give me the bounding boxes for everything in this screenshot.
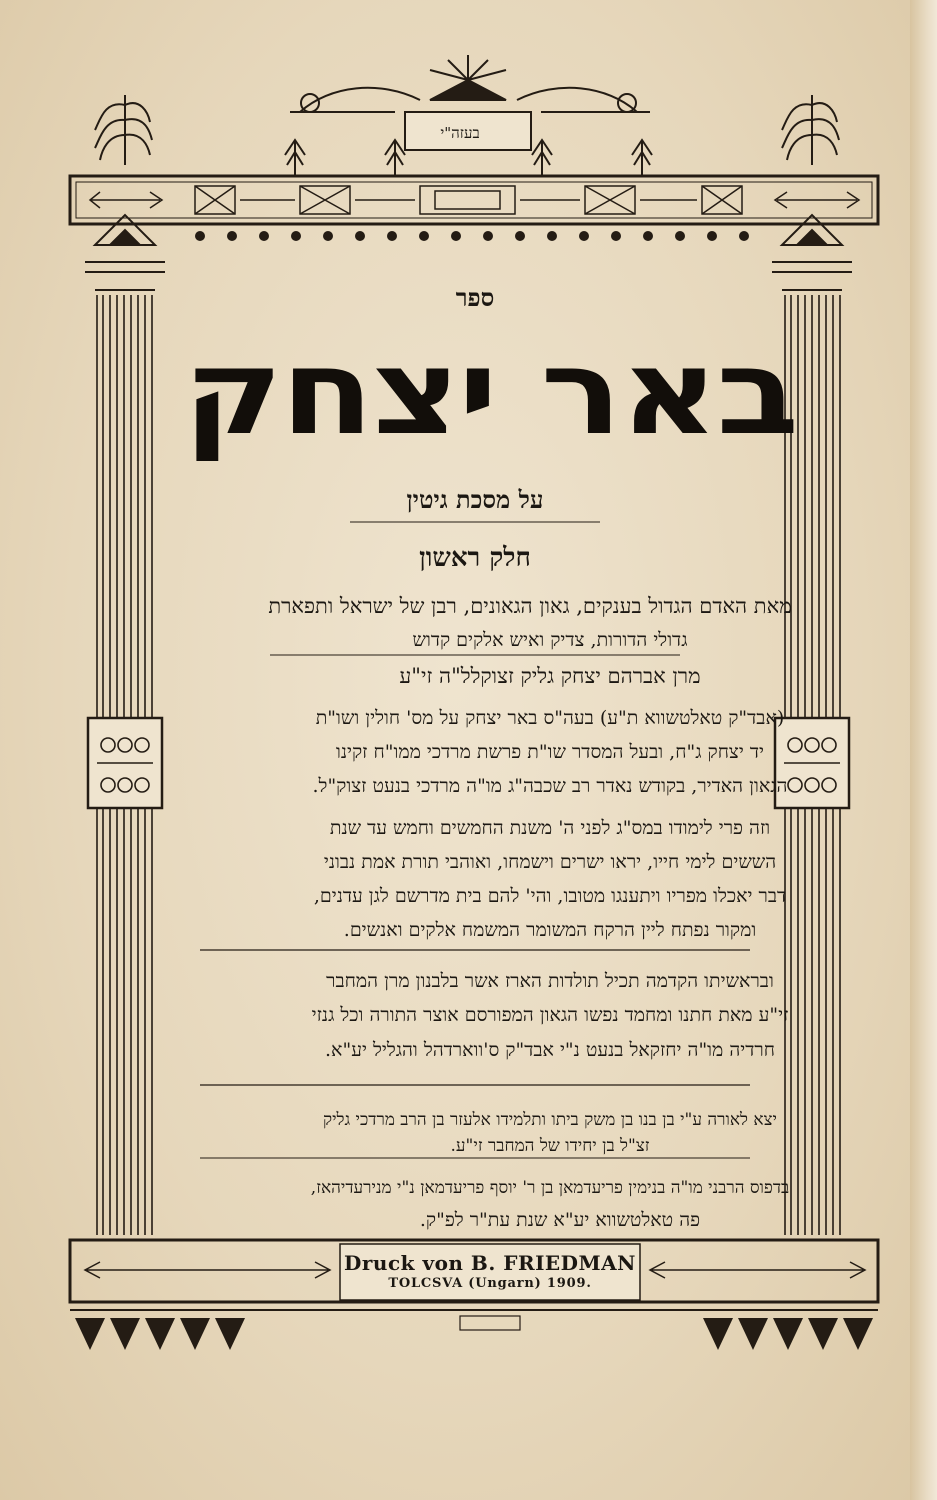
printer-name: Druck von B. FRIEDMAN <box>344 1251 636 1275</box>
bottom-triangles <box>75 1318 873 1350</box>
top-blessing: בעזה"י <box>440 124 480 142</box>
text-line: יד יצחק ג"ח, ובעל המסדר שו"ת פרשת מרדכי ממו"ח זקינו <box>335 741 765 763</box>
text-line: זי"ע מאת חתנו ומחמד נפשו הגאון המפורסם אוצר התורה וכל גנזי <box>311 1004 789 1026</box>
text-line: ובראשיתו הקדמה תכיל תולדות הארז אשר בלבנון מרן המחבר <box>326 970 774 992</box>
printer-place: TOLCSVA (Ungarn) 1909. <box>388 1276 592 1291</box>
text-line: ומקור נפתח ליין הרקח המשומר המשמח אלקים ואנשים. <box>343 919 757 941</box>
part-label: חלק ראשון <box>419 543 531 573</box>
text-line: (אבד"ק טאלטשווא ת"ע) בעה"ס באר יצחק על מס' חולין ושו"ת <box>315 707 785 729</box>
left-laurel-ornament <box>95 95 152 165</box>
author-name: מרן אברהם יצחק גליק זצוקלל"ה זי"ע <box>399 664 701 688</box>
text-line: גדולי הדורות, צדיק ואיש אלקים קדוש <box>412 629 688 651</box>
right-laurel-ornament <box>782 95 839 165</box>
text-line: הששים לימי חייו, יראו ישרים וישמחו, ואוהבי תורת אמת נבוני <box>323 851 777 873</box>
left-capital-ornament <box>85 215 165 290</box>
text-line: הגאון האדיר, בקודש נאדר רב שכבה"ג מו"ה מרדכי בנעט זצוק"ל. <box>312 775 788 797</box>
book-title: באר יצחק <box>183 323 797 461</box>
text-line: חרדיה מו"ה יחזקאל בנעט נ"י אבד"ק ס'ווארדהל והגליל יע"א. <box>325 1039 775 1061</box>
subtitle: על מסכת גיטין <box>406 485 544 514</box>
text-line: מאת האדם הגדול בענקים, גאון הגאונים, רבן של ישראל ותפארת <box>268 594 792 618</box>
text-line: זצ"ל בן יחידו של המחבר זי"ע. <box>450 1136 650 1156</box>
text-line: וזה פרי לימודו במס"ג לפני ה' משנת החמשים וחמש עד שנת <box>329 817 771 839</box>
leaf-row <box>195 231 749 241</box>
text-line: יצא לאורה ע"י בן בנו בן משק ביתו ותלמידו אלעזר בן הרב מרדכי גליק <box>323 1110 777 1130</box>
top-band <box>70 176 878 224</box>
text-line: בדפוס הרבני מו"ה בנימין פריעדמאן בן ר' יוסף פריעדמאן נ"י מנירעדיהאז, <box>310 1178 790 1198</box>
text-line: דבר יאכלו מפריו ויתענגו מטובו, והי' להם בית מדרשם לגן עדנים, <box>313 885 787 907</box>
sefer-label: ספר <box>455 283 495 312</box>
text-line: פה טאלטשווא יע"א שנת עת"ר לפ"ק. <box>419 1209 701 1231</box>
right-capital-ornament <box>772 215 852 290</box>
